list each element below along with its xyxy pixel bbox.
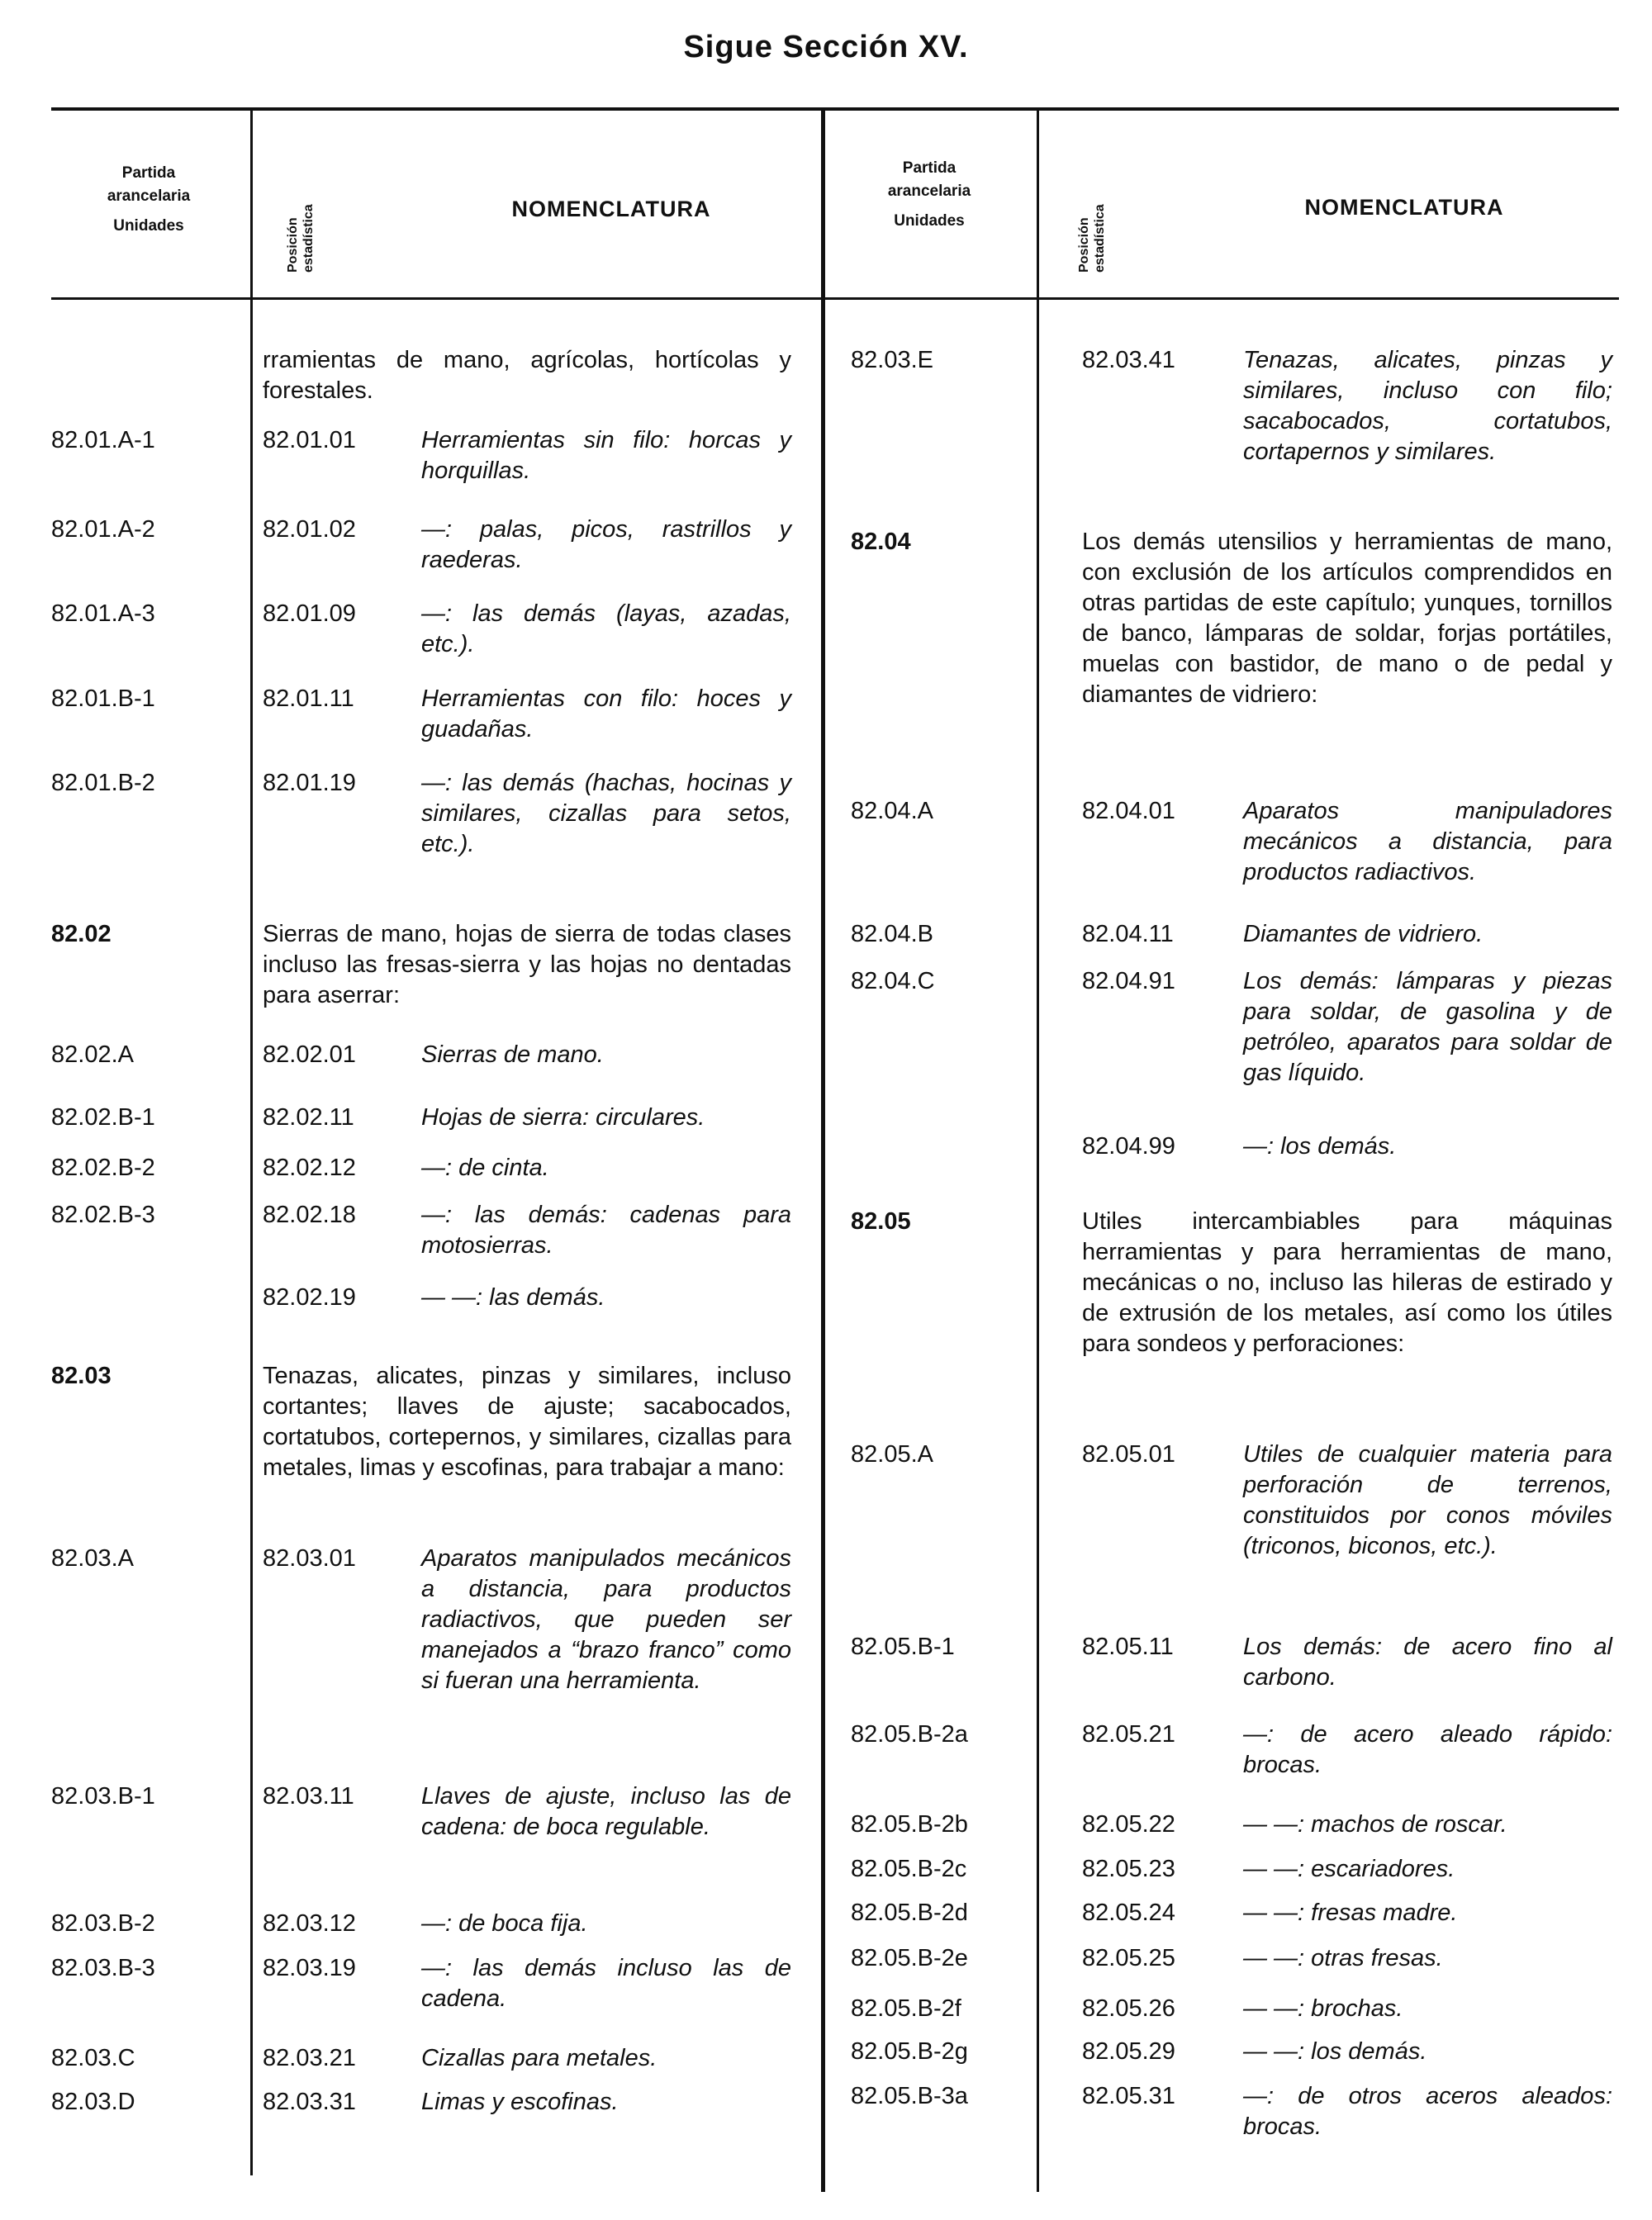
partida-code: 82.05.B-1: [851, 1634, 955, 1660]
posicion-code: 82.05.25: [1082, 1945, 1175, 1971]
partida-code: 82.05.B-2d: [851, 1900, 968, 1926]
partida-code: 82.05.B-3a: [851, 2083, 968, 2109]
heading-description: Tenazas, alicates, pinzas y similares, incluso cortantes; llaves de ajuste; sacabocados, cortatubos, cortepernos, y similares, cizallas para metales, limas y escofinas, para trabajar a mano:: [263, 1363, 791, 1481]
item-description: Cizallas para metales.: [421, 2045, 657, 2071]
partida-code: 82.05.B-2g: [851, 2038, 968, 2065]
item-description: — —: los demás.: [1243, 2038, 1427, 2065]
item-description: Aparatos manipulados mecánicos a distancia, para productos radiactivos, que pueden ser manejados a “brazo franco” como si fueran una herramienta.: [421, 1545, 791, 1694]
item-description: —: las demás: cadenas para motosierras.: [421, 1202, 791, 1259]
posicion-code: 82.01.11: [263, 685, 354, 712]
divider-center: [821, 111, 825, 2192]
item-description: —: las demás incluso las de cadena.: [421, 1955, 791, 2012]
header-nomenclatura-left: NOMENCLATURA: [511, 197, 711, 221]
heading-description: rramientas de mano, agrícolas, hortícolas y forestales.: [263, 347, 791, 404]
header-posicion-left: Posición estadística: [286, 204, 316, 273]
partida-code: 82.03.B-2: [51, 1910, 155, 1937]
partida-code: 82.01.A-2: [51, 516, 155, 543]
posicion-code: 82.04.91: [1082, 968, 1175, 994]
partida-code: 82.05.B-2b: [851, 1811, 968, 1838]
posicion-code: 82.03.21: [263, 2045, 356, 2071]
posicion-code: 82.03.11: [263, 1783, 354, 1810]
header-rule: [51, 297, 1619, 300]
posicion-code: 82.02.18: [263, 1202, 356, 1228]
header-posicion-right: Posición estadística: [1077, 204, 1107, 273]
partida-code: 82.05: [851, 1208, 911, 1235]
partida-code: 82.04.C: [851, 968, 935, 994]
heading-description: Utiles intercambiables para máquinas herramientas y para herramientas de mano, mecánicas o no, incluso las hileras de estirado y de extrusión de los metales, así como los útiles para sondeos y perforaciones:: [1082, 1208, 1612, 1357]
item-description: Los demás: de acero fino al carbono.: [1243, 1634, 1612, 1691]
partida-code: 82.03.A: [51, 1545, 134, 1572]
partida-code: 82.04: [851, 529, 911, 555]
item-description: — —: machos de roscar.: [1243, 1811, 1507, 1838]
item-description: —: de boca fija.: [421, 1910, 588, 1937]
item-description: — —: brochas.: [1243, 1995, 1403, 2022]
partida-code: 82.05.B-2c: [851, 1856, 967, 1882]
partida-code: 82.02.B-1: [51, 1104, 155, 1131]
posicion-code: 82.05.29: [1082, 2038, 1175, 2065]
posicion-code: 82.05.24: [1082, 1900, 1175, 1926]
item-description: —: las demás (layas, azadas, etc.).: [421, 600, 791, 657]
posicion-code: 82.05.01: [1082, 1441, 1175, 1468]
partida-code: 82.03.B-3: [51, 1955, 155, 1981]
item-description: Aparatos manipuladores mecánicos a distancia, para productos radiactivos.: [1243, 798, 1612, 885]
partida-code: 82.05.A: [851, 1441, 933, 1468]
item-description: — —: las demás.: [421, 1284, 605, 1311]
partida-code: 82.01.B-2: [51, 770, 155, 796]
posicion-code: 82.03.31: [263, 2089, 356, 2115]
header-partida-left: Partida arancelaria Unidades: [107, 164, 191, 235]
divider-left-partida: [250, 111, 253, 2175]
posicion-code: 82.01.19: [263, 770, 356, 796]
divider-right-partida: [1037, 111, 1039, 2192]
posicion-code: 82.05.26: [1082, 1995, 1175, 2022]
item-description: Diamantes de vidriero.: [1243, 921, 1483, 947]
partida-code: 82.05.B-2a: [851, 1721, 968, 1748]
item-description: Tenazas, alicates, pinzas y similares, incluso con filo; sacabocados, cortatubos, cortapernos y similares.: [1243, 347, 1612, 465]
partida-code: 82.05.B-2e: [851, 1945, 968, 1971]
posicion-code: 82.05.21: [1082, 1721, 1175, 1748]
partida-code: 82.02.A: [51, 1041, 134, 1068]
partida-code: 82.01.A-1: [51, 427, 155, 453]
posicion-code: 82.04.99: [1082, 1133, 1175, 1160]
posicion-code: 82.02.19: [263, 1284, 356, 1311]
posicion-code: 82.01.02: [263, 516, 356, 543]
item-description: Hojas de sierra: circulares.: [421, 1104, 705, 1131]
partida-code: 82.01.B-1: [51, 685, 155, 712]
item-description: — —: otras fresas.: [1243, 1945, 1443, 1971]
partida-code: 82.03.B-1: [51, 1783, 155, 1810]
posicion-code: 82.04.01: [1082, 798, 1175, 824]
posicion-code: 82.04.11: [1082, 921, 1174, 947]
posicion-code: 82.02.12: [263, 1155, 356, 1181]
posicion-code: 82.02.01: [263, 1041, 356, 1068]
item-description: —: de otros aceros aleados: brocas.: [1243, 2083, 1612, 2140]
posicion-code: 82.03.41: [1082, 347, 1175, 373]
partida-code: 82.02.B-2: [51, 1155, 155, 1181]
partida-code: 82.02: [51, 921, 112, 947]
partida-code: 82.03.E: [851, 347, 933, 373]
partida-code: 82.04.B: [851, 921, 933, 947]
item-description: Herramientas sin filo: horcas y horquillas.: [421, 427, 791, 484]
posicion-code: 82.05.23: [1082, 1856, 1175, 1882]
posicion-code: 82.03.01: [263, 1545, 356, 1572]
partida-code: 82.03.D: [51, 2089, 135, 2115]
item-description: — —: escariadores.: [1243, 1856, 1455, 1882]
item-description: —: de cinta.: [421, 1155, 549, 1181]
partida-code: 82.03: [51, 1363, 112, 1389]
top-rule: [51, 107, 1619, 111]
item-description: —: las demás (hachas, hocinas y similares, cizallas para setos, etc.).: [421, 770, 791, 857]
header-nomenclatura-right: NOMENCLATURA: [1304, 195, 1504, 220]
page-title: Sigue Sección XV.: [683, 30, 969, 64]
posicion-code: 82.05.31: [1082, 2083, 1175, 2109]
posicion-code: 82.01.01: [263, 427, 356, 453]
partida-code: 82.04.A: [851, 798, 933, 824]
item-description: —: de acero aleado rápido: brocas.: [1243, 1721, 1612, 1778]
item-description: —: los demás.: [1243, 1133, 1397, 1160]
item-description: Sierras de mano.: [421, 1041, 604, 1068]
posicion-code: 82.03.12: [263, 1910, 356, 1937]
item-description: Llaves de ajuste, incluso las de cadena: de boca regulable.: [421, 1783, 791, 1840]
heading-description: Sierras de mano, hojas de sierra de todas clases incluso las fresas-sierra y las hojas no dentadas para aserrar:: [263, 921, 791, 1008]
item-description: —: palas, picos, rastrillos y raederas.: [421, 516, 791, 573]
posicion-code: 82.05.22: [1082, 1811, 1175, 1838]
partida-code: 82.05.B-2f: [851, 1995, 961, 2022]
item-description: Limas y escofinas.: [421, 2089, 619, 2115]
item-description: Utiles de cualquier materia para perforación de terrenos, constituidos por conos móviles (triconos, biconos, etc.).: [1243, 1441, 1612, 1559]
item-description: Herramientas con filo: hoces y guadañas.: [421, 685, 791, 742]
header-partida-right: Partida arancelaria Unidades: [887, 159, 971, 230]
item-description: — —: fresas madre.: [1243, 1900, 1458, 1926]
posicion-code: 82.02.11: [263, 1104, 354, 1131]
posicion-code: 82.03.19: [263, 1955, 356, 1981]
heading-description: Los demás utensilios y herramientas de mano, con exclusión de los artículos comprendidos en otras partidas de este capítulo; yunques, tornillos de banco, lámparas de soldar, forjas portátiles, muelas con bastidor, de mano o de pedal y diamantes de vidriero:: [1082, 529, 1612, 708]
item-description: Los demás: lámparas y piezas para soldar, de gasolina y de petróleo, aparatos para soldar de gas líquido.: [1243, 968, 1612, 1086]
posicion-code: 82.01.09: [263, 600, 356, 627]
partida-code: 82.01.A-3: [51, 600, 155, 627]
posicion-code: 82.05.11: [1082, 1634, 1174, 1660]
partida-code: 82.02.B-3: [51, 1202, 155, 1228]
partida-code: 82.03.C: [51, 2045, 135, 2071]
